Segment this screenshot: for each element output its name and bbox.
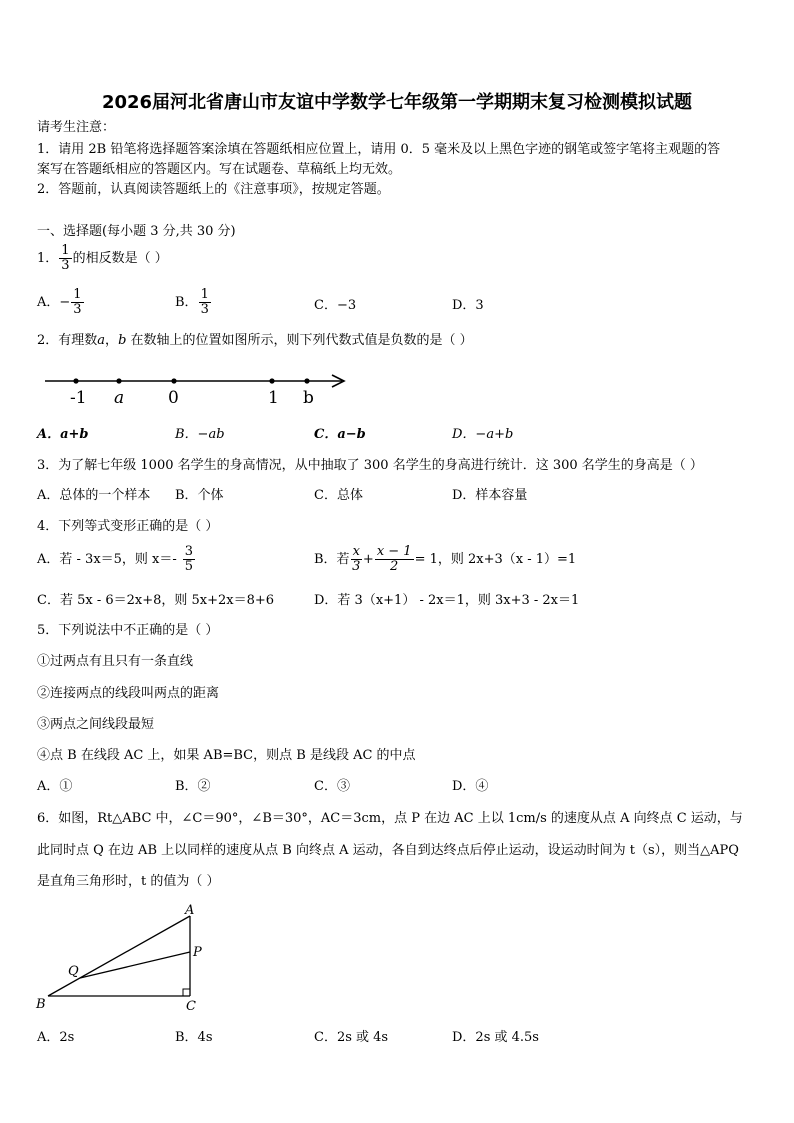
label-a: a bbox=[114, 388, 125, 408]
right-angle-mark bbox=[183, 989, 190, 996]
label-zero: 0 bbox=[168, 388, 179, 408]
point-minus-one bbox=[73, 378, 78, 383]
question-3-option-b: B．个体 bbox=[175, 488, 224, 503]
question-2-option-b: B．−ab bbox=[175, 427, 225, 442]
statement-4: ④点 B 在线段 AC 上，如果 AB=BC，则点 B 是线段 AC 的中点 bbox=[37, 748, 416, 763]
question-6-line-2: 此同时点 Q 在边 AB 上以同样的速度从点 B 向终点 A 运动，各自到达终点后停止运动，设运动时间为 t（s），则当△APQ bbox=[37, 843, 739, 858]
question-5-stem: 5．下列说法中不正确的是（ ） bbox=[37, 623, 219, 638]
question-6-line-3: 是直角三角形时，t 的值为（ ） bbox=[37, 874, 220, 889]
notice-heading: 请考生注意： bbox=[37, 120, 116, 135]
question-6-option-b: B．4s bbox=[175, 1030, 213, 1045]
question-3-option-d: D．样本容量 bbox=[452, 488, 528, 503]
question-4-stem: 4．下列等式变形正确的是（ ） bbox=[37, 519, 219, 534]
label-point-p: P bbox=[193, 945, 202, 960]
question-2-stem: 2．有理数a，b 在数轴上的位置如图所示，则下列代数式值是负数的是（ ） bbox=[37, 333, 473, 348]
label-minus-one: -1 bbox=[70, 388, 87, 408]
label-b: b bbox=[303, 388, 314, 408]
notice-item-1-line-2: 案写在答题纸相应的答题区内。写在试题卷、草稿纸上均无效。 bbox=[37, 162, 402, 177]
question-5-option-b: B．② bbox=[175, 779, 211, 794]
fraction: $\frac{1}{3}$ bbox=[61, 243, 70, 273]
point-zero bbox=[171, 378, 176, 383]
question-2-option-d: D．−a+b bbox=[452, 427, 514, 442]
number-line-figure bbox=[40, 368, 360, 410]
label-one: 1 bbox=[268, 388, 279, 408]
question-5-option-a: A．① bbox=[37, 779, 73, 794]
question-6-option-c: C．2s 或 4s bbox=[314, 1030, 389, 1045]
question-3-option-c: C．总体 bbox=[314, 488, 363, 503]
question-1-option-d: D．3 bbox=[452, 298, 484, 313]
question-5-option-c: C．③ bbox=[314, 779, 350, 794]
question-number: 1． bbox=[37, 251, 59, 266]
statement-3: ③两点之间线段最短 bbox=[37, 717, 155, 732]
point-a bbox=[116, 378, 121, 383]
question-4-option-a: A．若 - 3x＝5，则 x＝- $\frac{3}{5}$ bbox=[37, 544, 194, 574]
section-heading: 一、选择题(每小题 3 分,共 30 分) bbox=[37, 224, 236, 239]
question-4-option-b: B．若 $\frac{x}{3}$ + $\frac{x - 1}{2}$ = 1，则 2x+3（x - 1）=1 bbox=[314, 544, 577, 574]
question-6-option-a: A．2s bbox=[37, 1030, 75, 1045]
notice-item-2: 2．答题前，认真阅读答题纸上的《注意事项》，按规定答题。 bbox=[37, 182, 390, 197]
question-4-option-c: C．若 5x - 6＝2x+8，则 5x+2x＝8+6 bbox=[37, 593, 275, 608]
page-title: 2026届河北省唐山市友谊中学数学七年级第一学期期末复习检测模拟试题 bbox=[101, 92, 693, 113]
question-1-stem bbox=[37, 244, 168, 273]
triangle-figure bbox=[30, 900, 220, 1018]
question-4-option-d: D．若 3（x+1） - 2x＝1，则 3x+3 - 2x＝1 bbox=[314, 593, 580, 608]
question-6-option-d: D．2s 或 4.5s bbox=[452, 1030, 539, 1045]
label-vertex-b: B bbox=[36, 997, 46, 1012]
question-2-option-c: C．a−b bbox=[314, 427, 366, 442]
statement-1: ①过两点有且只有一条直线 bbox=[37, 654, 194, 669]
question-3-stem: 3．为了解七年级 1000 名学生的身高情况，从中抽取了 300 名学生的身高进行统计．这 300 名学生的身高是（ ） bbox=[37, 458, 703, 473]
notice-item-1-line-1: 1．请用 2B 铅笔将选择题答案涂填在答题纸相应位置上，请用 0．5 毫米及以上黑色字迹的钢笔或签字笔将主观题的答 bbox=[37, 142, 721, 157]
label-point-q: Q bbox=[68, 964, 79, 979]
question-1-option-c: C．−3 bbox=[314, 298, 357, 313]
question-text: 的相反数是（ ） bbox=[72, 251, 168, 266]
segment-pq bbox=[80, 952, 190, 978]
question-5-option-d: D．④ bbox=[452, 779, 489, 794]
statement-2: ②连接两点的线段叫两点的距离 bbox=[37, 686, 220, 701]
question-1-option-a: A．− $\frac{1}{3}$ bbox=[37, 287, 82, 317]
point-b bbox=[304, 378, 309, 383]
label-vertex-c: C bbox=[186, 999, 196, 1014]
side-ab bbox=[48, 916, 190, 996]
question-1-option-b: B． $\frac{1}{3}$ bbox=[175, 287, 209, 317]
point-one bbox=[269, 378, 274, 383]
question-6-line-1: 6．如图，Rt△ABC 中，∠C＝90°，∠B＝30°，AC＝3cm，点 P 在边 AC 上以 1cm/s 的速度从点 A 向终点 C 运动，与 bbox=[37, 811, 743, 826]
question-3-option-a: A．总体的一个样本 bbox=[37, 488, 151, 503]
question-2-option-a: A．a+b bbox=[37, 427, 89, 442]
label-vertex-a: A bbox=[185, 903, 195, 918]
